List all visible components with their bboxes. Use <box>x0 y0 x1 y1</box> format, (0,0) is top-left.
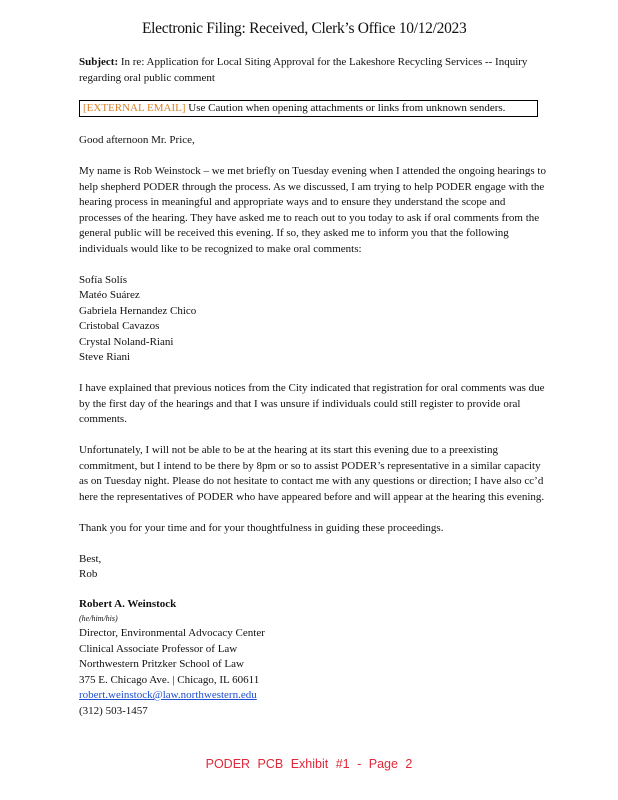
list-item: Matéo Suárez <box>79 289 140 301</box>
email-body <box>79 55 549 719</box>
paragraph-registration: I have explained that previous notices from the City indicated that registration for oral comments was due by the first day of the hearings and that I was unsure if individuals could still register to provide oral comments. <box>79 382 545 425</box>
signature-block <box>79 597 549 720</box>
subject-text: In re: Application for Local Siting Approval for the Lakeshore Recycling Services -- Inquiry regarding oral public comment <box>79 56 528 84</box>
signature-pronouns: (he/him/his) <box>79 614 118 623</box>
external-email-banner <box>79 100 538 117</box>
signature-school: Northwestern Pritzker School of Law <box>79 658 244 670</box>
external-email-tag: [EXTERNAL EMAIL] <box>83 102 186 114</box>
exhibit-footer: PODER PCB Exhibit #1 - Page 2 <box>205 757 413 771</box>
signature-position: Clinical Associate Professor of Law <box>79 642 238 655</box>
signature-address: 375 E. Chicago Ave. | Chicago, IL 60611 <box>79 673 260 686</box>
list-item: Steve Riani <box>79 351 131 363</box>
closing <box>79 552 549 583</box>
list-item: Gabriela Hernandez Chico <box>79 304 197 317</box>
signature-name: Robert A. Weinstock <box>79 597 177 610</box>
filing-stamp: Electronic Filing: Received, Clerk’s Office 10/12/2023 <box>142 20 467 37</box>
paragraph-attendance: Unfortunately, I will not be able to be at the hearing at its start this evening due to a preexisting commitment, but I intend to be there by 8pm or so to assist PODER’s representative in a similar capacity as on Tuesday night. Please do not hesitate to contact me with any questions or direction; I have also cc’d here the representatives of PODER who have appeared before and will appear at the hearing this evening. <box>79 444 545 503</box>
signature-title: Director, Environmental Advocacy Center <box>79 627 265 639</box>
email-subject <box>79 55 549 86</box>
signature-email-link[interactable]: robert.weinstock@law.northwestern.edu <box>79 689 257 701</box>
closing-name: Rob <box>79 568 98 580</box>
list-item: Cristobal Cavazos <box>79 320 160 332</box>
subject-label: Subject: <box>79 56 119 68</box>
signature-phone: (312) 503-1457 <box>79 704 148 717</box>
list-item: Sofía Solís <box>79 273 127 286</box>
closing-salutation: Best, <box>79 552 102 565</box>
list-item: Crystal Noland-Riani <box>79 335 174 348</box>
paragraph-intro: My name is Rob Weinstock – we met briefly on Tuesday evening when I attended the ongoing hearings to help shepherd PODER through the process. As we discussed, I am trying to help PODER engage with the hearing process in meaningful and appropriate ways and to ensure they understand the scope and processes of the hearing. They have asked me to reach out to you today to ask if oral comments from the general public will be received this evening. If so, they asked me to inform you that the following individuals would like to be recognized to make oral comments: <box>79 165 546 255</box>
greeting: Good afternoon Mr. Price, <box>79 134 195 146</box>
external-email-warning: Use Caution when opening attachments or links from unknown senders. <box>185 102 506 114</box>
speaker-list <box>79 273 549 366</box>
paragraph-thanks: Thank you for your time and for your thoughtfulness in guiding these proceedings. <box>79 521 444 534</box>
